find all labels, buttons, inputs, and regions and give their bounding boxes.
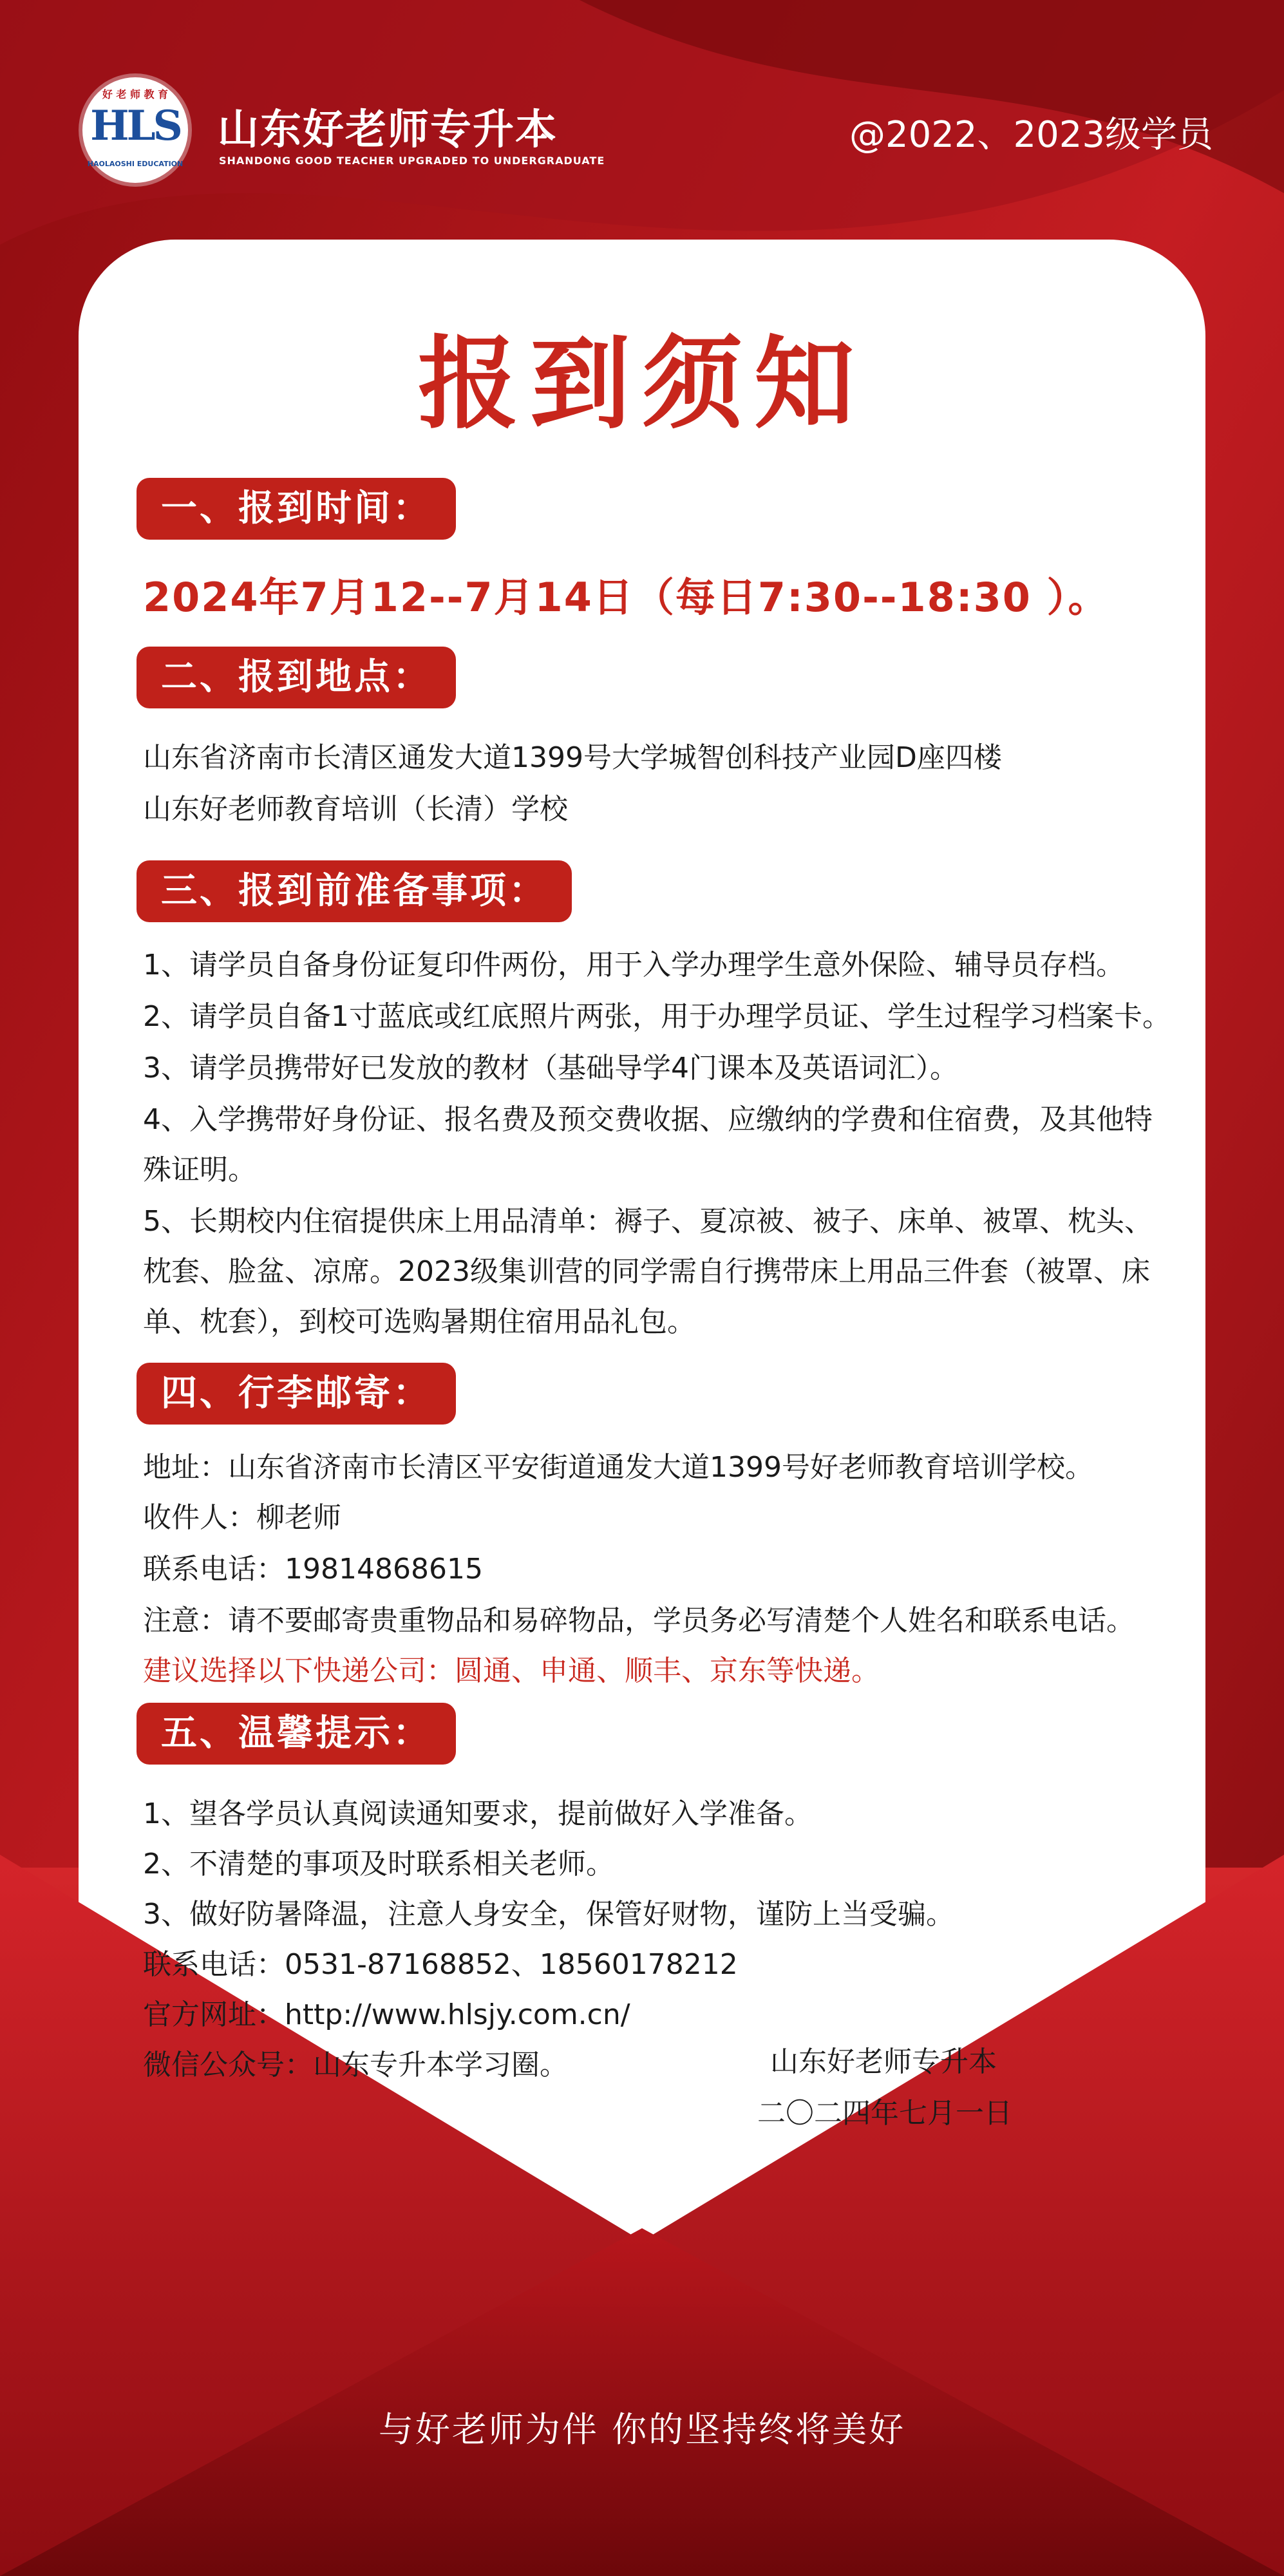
mailing-note: 注意：请不要邮寄贵重物品和易碎物品，学员务必写清楚个人姓名和联系电话。	[143, 1604, 1135, 1637]
tip-line: 3、做好防暑降温，注意人身安全，保管好财物，谨防上当受骗。	[143, 1898, 954, 1931]
mailing-phone: 联系电话：19814868615	[143, 1553, 483, 1586]
tip-line: 2、不清楚的事项及时联系相关老师。	[143, 1848, 614, 1880]
report-time: 2024年7月12--7月14日（每日7:30--18:30 ）。	[143, 574, 1109, 621]
wechat-account: 微信公众号：山东专升本学习圈。	[143, 2049, 568, 2081]
logo-top-text: 好 老 师 教 育	[102, 88, 169, 100]
preparation-line: 殊证明。	[143, 1153, 256, 1186]
courier-suggestion: 建议选择以下快递公司：圆通、申通、顺丰、京东等快递。	[143, 1654, 880, 1687]
section-heading-time: 一、报到时间：	[137, 478, 456, 540]
preparation-line: 枕套、脸盆、凉席。2023级集训营的同学需自行携带床上用品三件套（被罩、床	[143, 1255, 1150, 1288]
preparation-line: 单、枕套），到校可选购暑期住宿用品礼包。	[143, 1305, 695, 1338]
section-heading-mailing: 四、行李邮寄：	[137, 1363, 456, 1425]
section-heading-preparation: 三、报到前准备事项：	[137, 860, 572, 922]
signature-org: 山东好老师专升本	[770, 2045, 997, 2078]
page-title: 报到须知	[418, 325, 866, 442]
official-website[interactable]: 官方网址：http://www.hlsjy.com.cn/	[143, 1998, 630, 2031]
brand-name: 山东好老师专升本	[218, 106, 558, 154]
location-line: 山东省济南市长清区通发大道1399号大学城智创科技产业园D座四楼	[143, 741, 1002, 774]
header	[0, 0, 1284, 245]
mailing-recipient: 收件人：柳老师	[143, 1501, 341, 1534]
preparation-line: 3、请学员携带好已发放的教材（基础导学4门课本及英语词汇）。	[143, 1052, 958, 1084]
logo-bottom-text: HAOLAOSHI EDUCATION	[87, 160, 184, 168]
target-grade: @2022、2023级学员	[849, 114, 1213, 156]
tip-line: 1、望各学员认真阅读通知要求，提前做好入学准备。	[143, 1797, 813, 1830]
preparation-line: 5、长期校内住宿提供床上用品清单：褥子、夏凉被、被子、床单、被罩、枕头、	[143, 1205, 1153, 1238]
preparation-line: 1、请学员自备身份证复印件两份，用于入学办理学生意外保险、辅导员存档。	[143, 949, 1124, 981]
slogan: 与好老师为伴 你的坚持终将美好	[378, 2409, 906, 2450]
location-line: 山东好老师教育培训（长清）学校	[143, 793, 568, 826]
signature-date: 二〇二四年七月一日	[757, 2097, 1012, 2130]
section-heading-tips: 五、温馨提示：	[137, 1703, 456, 1765]
contact-phone: 联系电话：0531-87168852、18560178212	[143, 1948, 738, 1981]
preparation-line: 4、入学携带好身份证、报名费及预交费收据、应缴纳的学费和住宿费，及其他特	[143, 1103, 1153, 1136]
mailing-address: 地址：山东省济南市长清区平安街道通发大道1399号好老师教育培训学校。	[143, 1451, 1093, 1484]
brand-english: SHANDONG GOOD TEACHER UPGRADED TO UNDERGRADUATE	[219, 155, 605, 167]
logo-letters: HLS	[90, 102, 180, 150]
school-logo	[82, 77, 188, 183]
section-heading-location: 二、报到地点：	[137, 647, 456, 708]
preparation-line: 2、请学员自备1寸蓝底或红底照片两张，用于办理学员证、学生过程学习档案卡。	[143, 1000, 1171, 1033]
